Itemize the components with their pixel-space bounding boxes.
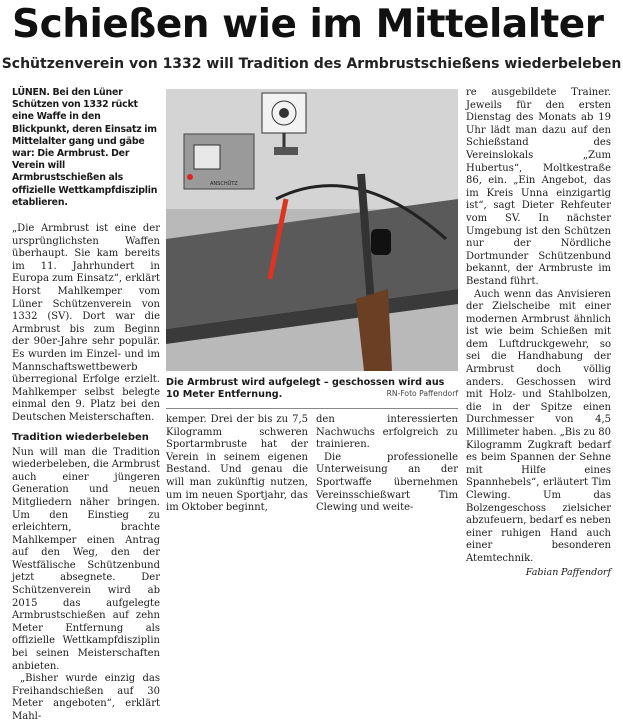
author-byline: Fabian Paffendorf bbox=[525, 566, 611, 578]
body-paragraph: den interessierten Nachwuchs erfolgreich zu trainieren. bbox=[316, 414, 458, 451]
lead-paragraph: LÜNEN. Bei den Lüner Schützen von 1332 rückt eine Waffe in den Blickpunkt, deren Einsatz im Mittelalter gang und gäbe war: Die Armbrust. Der Verein will Armbrustschießen als offizielle Wettkampfdisziplin etablieren. bbox=[12, 87, 158, 208]
crossbow-photo-illustration bbox=[166, 89, 458, 371]
body-paragraph: kemper. Drei der bis zu 7,5 Kilogramm schweren Sportarmbruste hat der Verein in seinem eigenen Bestand. Und genau die will man zukünftig nutzen, um im neuen Sportjahr, das im Oktober beginnt, bbox=[166, 414, 308, 514]
article-column-1 bbox=[12, 87, 160, 724]
body-paragraph: re ausgebildete Trainer. Jeweils für den ersten Dienstag des Monats ab 19 Uhr lädt man dazu auf den Schießstand des Vereinslokals „Zum Hubertus“, Moltkestraße 86, ein. „Ein Angebot, das im Kreis Unna einzigartig ist“, sagt Dieter Rehfeuter vom SV. In nächster Umgebung ist den Schützen nur der Nördliche Dortmunder Schützenbund bekannt, der Armbruste im Bestand führt. bbox=[466, 87, 611, 287]
body-paragraph: „Bisher wurde einzig das Freihandschießen auf 30 Meter angeboten“, erklärt Mahl- bbox=[12, 673, 160, 722]
body-paragraph: „Die Armbrust ist eine der ursprünglichsten Waffen überhaupt. Sie kam bereits im 11. Jahrhundert in Europa zum Einsatz“, erklärt Horst Mahlkemper vom Lüner Schützenverein von 1332 (SV). Dort war die Armbrust bis zum Beginn der 90er-Jahre sehr populär. Es wurden im Einzel- und im Mannschaftswettbewerb überregional Erfolge erzielt. Mahlkemper selbst belegte einmal den 9. Platz bei den Deutschen Meisterschaften. bbox=[12, 223, 160, 423]
device-label: ANSCHÜTZ bbox=[210, 181, 238, 187]
article-photo bbox=[166, 89, 458, 371]
body-paragraph: Auch wenn das Anvisieren der Zielscheibe mit einer modernen Armbrust ähnlich ist wie beim Schießen mit dem Luftdruckgewehr, so sei die Handhabung der Armbrust doch völlig anders. Geschossen wird mit Holz- und Stahlbolzen, die in der Spitze einen Durchmesser von 4,5 Millimeter haben. „Bis zu 80 Kilogramm Zugkraft bedarf es beim Spannen der Sehne mit Hilfe eines Spannhebels“, erläutert Tim Clewing. Um das Bolzengeschoss zielsicher abzufeuern, bedarf es neben einer ruhigen Hand auch einer besonderen Atemtechnik. bbox=[466, 288, 611, 564]
article-column-3 bbox=[316, 414, 458, 515]
photo-credit: RN-Foto Paffendorf bbox=[386, 389, 458, 398]
subheadline: Schützenverein von 1332 will Tradition des Armbrustschießens wiederbeleben bbox=[1, 56, 622, 72]
headline: Schießen wie im Mittelalter bbox=[12, 2, 604, 47]
body-paragraph: Die professionelle Unterweisung an der Sportwaffe übernehmen Vereinsschießwart Tim Clewing und weite- bbox=[316, 451, 458, 514]
article-column-4 bbox=[466, 87, 611, 579]
photo-caption: Die Armbrust wird aufgelegt – geschossen wird aus 10 Meter Entfernung. bbox=[166, 377, 445, 400]
article-column-2 bbox=[166, 414, 308, 515]
body-paragraph: Nun will man die Tradition wiederbeleben, die Armbrust auch einer jüngeren Generation und neuen Mitgliedern näher bringen. Um den Einstieg zu erleichtern, brachte Mahlkemper einen Antrag auf den Weg, den der Westfälische Schützenbund jetzt absegnete. Der Schützenverein wird ab 2015 das aufgelegte Armbrustschießen auf zehn Meter Entfernung als offizielle Wettkampfdisziplin bei seinen Meisterschaften anbieten. bbox=[12, 446, 160, 672]
caption-divider bbox=[166, 408, 458, 409]
section-heading: Tradition wiederbeleben bbox=[12, 431, 149, 443]
